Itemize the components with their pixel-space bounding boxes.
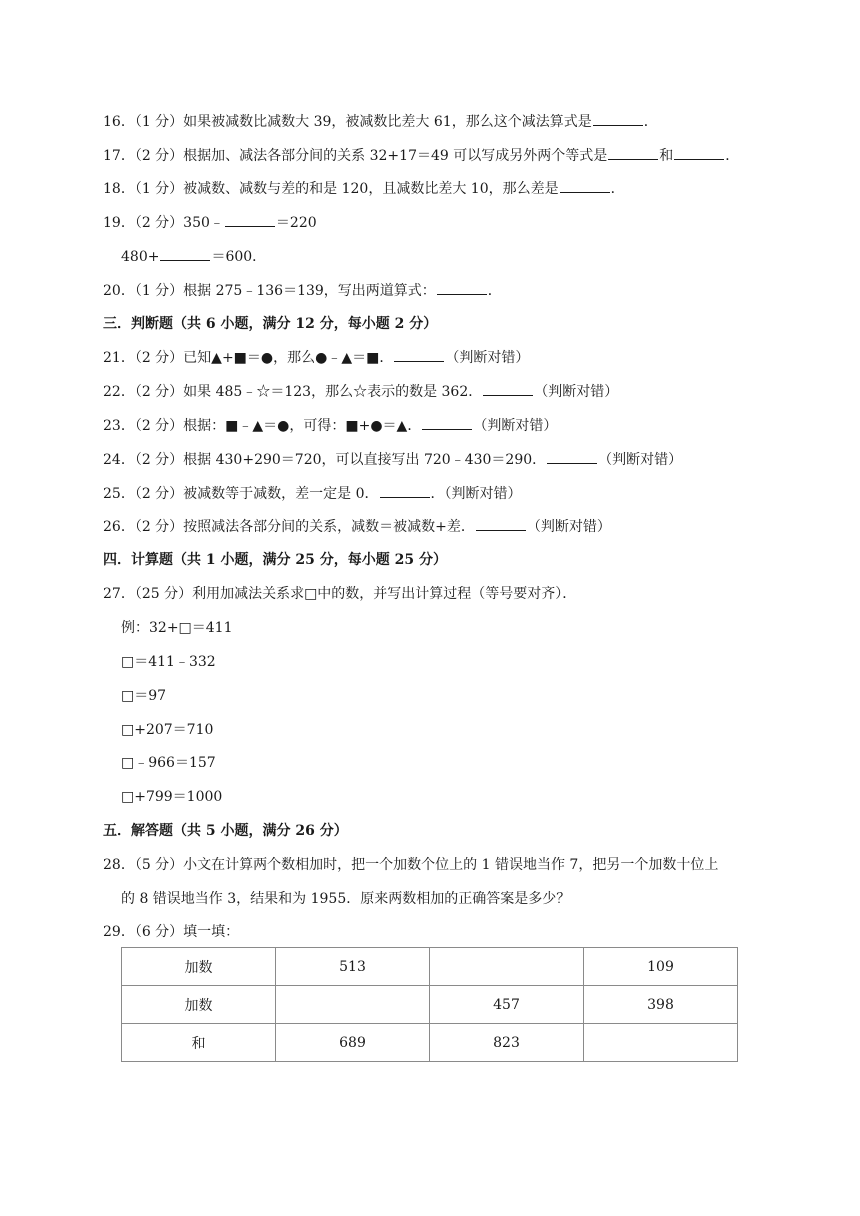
question-line xyxy=(103,111,658,132)
question-text: 17．（2 分）根据加、减法各部分间的关系 32+17＝49 可以写成另外两个等式是 xyxy=(103,148,608,164)
answer-blank[interactable] xyxy=(437,280,487,295)
question-text: ＝220 xyxy=(275,215,317,231)
question-line xyxy=(103,516,611,537)
question-line xyxy=(103,855,718,875)
table-cell: 457 xyxy=(430,986,584,1024)
question-line xyxy=(121,787,222,807)
answer-blank[interactable] xyxy=(422,415,472,430)
question-line xyxy=(103,212,317,233)
answer-blank[interactable] xyxy=(547,449,597,464)
question-text: □﹣966＝157 xyxy=(121,755,216,771)
question-text: 21．（2 分）已知▲+■＝●，那么●﹣▲＝■． xyxy=(103,350,394,366)
question-text: 的 8 错误地当作 3，结果和为 1955．原来两数相加的正确答案是多少？ xyxy=(121,891,571,907)
question-line xyxy=(103,483,522,504)
question-text: ． xyxy=(725,148,740,164)
question-text: 16．（1 分）如果被减数比减数大 39，被减数比差大 61，那么这个减法算式是 xyxy=(103,114,592,130)
section-heading xyxy=(103,314,437,334)
question-text: 22．（2 分）如果 485﹣☆＝123，那么☆表示的数是 362． xyxy=(103,384,483,400)
answer-blank[interactable] xyxy=(394,347,444,362)
answer-blank[interactable] xyxy=(225,212,275,227)
question-text: 480+ xyxy=(121,249,160,265)
question-line xyxy=(121,246,266,267)
question-text: 23．（2 分）根据：■﹣▲＝●，可得：■+●＝▲． xyxy=(103,418,422,434)
answer-blank[interactable] xyxy=(483,381,533,396)
question-text: ＝600． xyxy=(211,249,267,265)
question-line xyxy=(103,145,739,166)
question-line xyxy=(121,618,233,638)
table-cell: 513 xyxy=(276,948,430,986)
question-text: 例：32+□＝411 xyxy=(121,620,233,636)
question-text: □+799＝1000 xyxy=(121,789,223,805)
question-line xyxy=(121,753,216,773)
question-text: 和 xyxy=(659,148,674,164)
answer-blank[interactable] xyxy=(674,145,724,160)
section-heading xyxy=(103,550,447,570)
question-text: 28．（5 分）小文在计算两个数相加时，把一个加数个位上的 1 错误地当作 7，把另一个加数十位上 xyxy=(103,857,719,873)
question-text: ． xyxy=(487,283,502,299)
fill-in-table xyxy=(121,947,738,1062)
question-text: ． xyxy=(643,114,658,130)
question-line xyxy=(103,280,502,301)
question-text: 25．（2 分）被减数等于减数，差一定是 0． xyxy=(103,486,379,502)
question-text: 24．（2 分）根据 430+290＝720，可以直接写出 720﹣430＝290． xyxy=(103,452,547,468)
answer-blank[interactable] xyxy=(160,246,210,261)
table-cell: 和 xyxy=(122,1024,276,1062)
question-line xyxy=(103,381,618,402)
table-cell: 823 xyxy=(430,1024,584,1062)
table-cell: 加数 xyxy=(122,948,276,986)
table-cell: 加数 xyxy=(122,986,276,1024)
question-text: 27．（25 分）利用加减法关系求□中的数，并写出计算过程（等号要对齐）． xyxy=(103,586,577,602)
table-row xyxy=(122,986,738,1024)
question-line xyxy=(103,584,576,604)
question-text: 19．（2 分）350﹣ xyxy=(103,215,224,231)
table-cell: 398 xyxy=(584,986,738,1024)
table-cell xyxy=(430,948,584,986)
question-text: □+207＝710 xyxy=(121,722,214,738)
question-line xyxy=(121,720,213,740)
section-heading xyxy=(103,821,348,841)
table-cell xyxy=(276,986,430,1024)
question-text: 四．计算题（共 1 小题，满分 25 分，每小题 25 分） xyxy=(103,552,447,568)
answer-blank[interactable] xyxy=(380,483,430,498)
question-text: 三．判断题（共 6 小题，满分 12 分，每小题 2 分） xyxy=(103,316,438,332)
answer-blank[interactable] xyxy=(608,145,658,160)
table-cell xyxy=(584,1024,738,1062)
question-line xyxy=(103,922,239,942)
question-line xyxy=(121,686,166,706)
question-line xyxy=(103,347,529,368)
table-cell: 109 xyxy=(584,948,738,986)
answer-blank[interactable] xyxy=(593,111,643,126)
question-text: ．（判断对错） xyxy=(430,486,522,502)
question-text: 26．（2 分）按照减法各部分间的关系，减数＝被减数+差． xyxy=(103,519,475,535)
question-text: ． xyxy=(610,181,625,197)
question-text: 18．（1 分）被减数、减数与差的和是 120，且减数比差大 10，那么差是 xyxy=(103,181,559,197)
question-line xyxy=(103,415,557,436)
question-text: （判断对错） xyxy=(598,452,683,468)
question-text: 20．（1 分）根据 275﹣136＝139，写出两道算式： xyxy=(103,283,436,299)
question-text: （判断对错） xyxy=(534,384,619,400)
question-line xyxy=(121,652,216,672)
table-row xyxy=(122,1024,738,1062)
answer-blank[interactable] xyxy=(560,178,610,193)
question-text: 五．解答题（共 5 小题，满分 26 分） xyxy=(103,823,348,839)
question-text: □＝97 xyxy=(121,688,167,704)
question-text: □＝411﹣332 xyxy=(121,654,216,670)
question-text: （判断对错） xyxy=(445,350,530,366)
question-line xyxy=(103,178,625,199)
question-text: （判断对错） xyxy=(473,418,558,434)
table-row xyxy=(122,948,738,986)
question-line xyxy=(121,889,570,909)
question-text: （判断对错） xyxy=(526,519,611,535)
answer-blank[interactable] xyxy=(476,516,526,531)
question-text: 29．（6 分）填一填： xyxy=(103,924,240,940)
question-line xyxy=(103,449,682,470)
table-cell: 689 xyxy=(276,1024,430,1062)
